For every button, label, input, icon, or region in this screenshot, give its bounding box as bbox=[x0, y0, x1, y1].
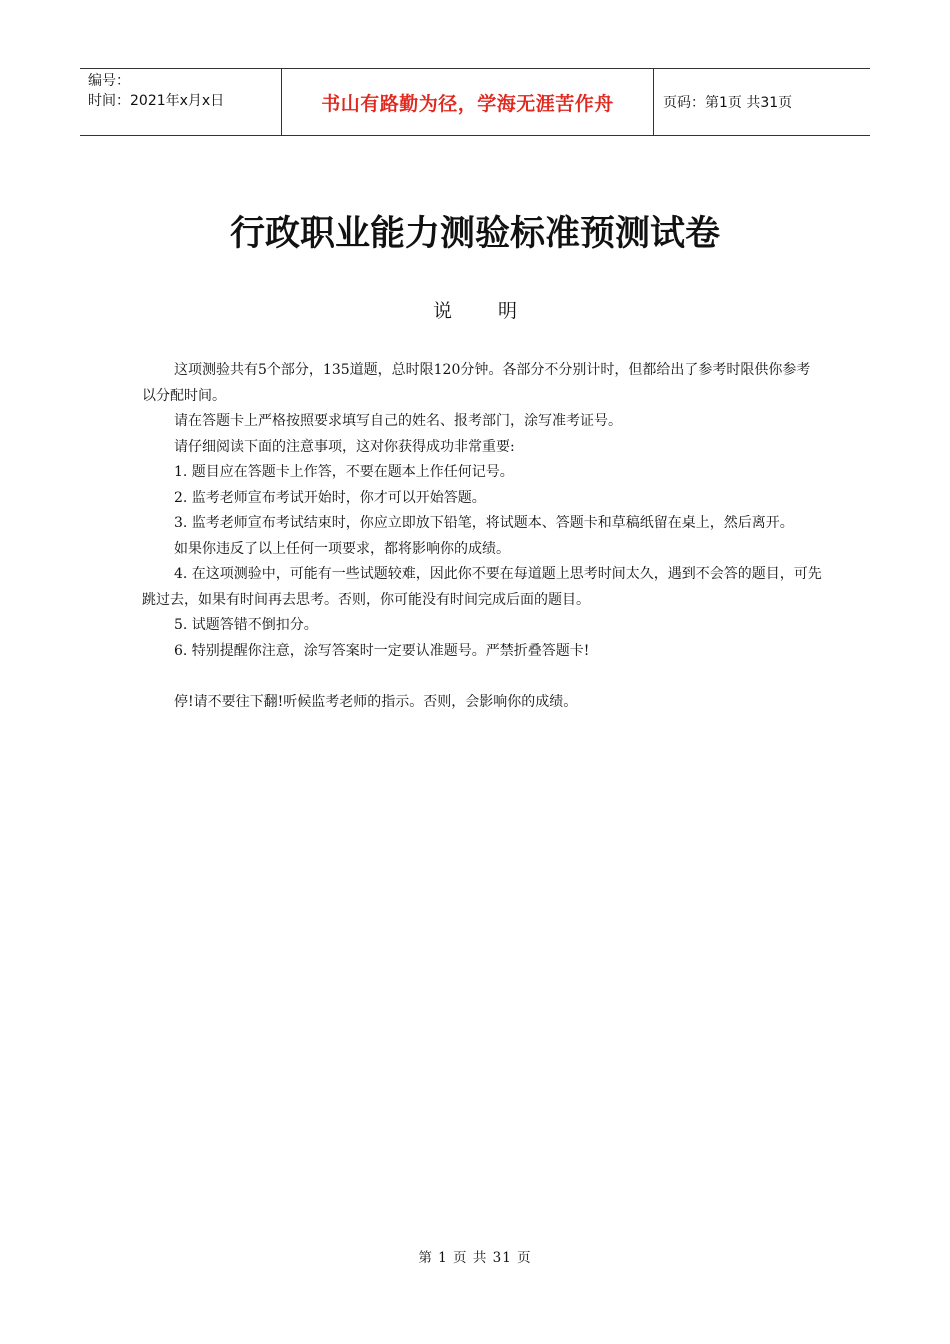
paragraph: 3. 监考老师宣布考试结束时，你应立即放下铅笔，将试题本、答题卡和草稿纸留在桌上，然后离开。 bbox=[174, 515, 794, 531]
paragraph: 请仔细阅读下面的注意事项，这对你获得成功非常重要: bbox=[174, 438, 515, 455]
header-motto: 书山有路勤为径，学海无涯苦作舟 bbox=[281, 69, 654, 135]
page-header bbox=[80, 68, 870, 136]
paragraph: 5. 试题答错不倒扣分。 bbox=[174, 617, 318, 633]
paragraph: 6. 特别提醒你注意，涂写答案时一定要认准题号。严禁折叠答题卡! bbox=[174, 642, 590, 659]
paragraph: 这项测验共有5个部分，135道题，总时限120分钟。各部分不分别计时，但都给出了参考时限供你参考以分配时间。 bbox=[142, 362, 811, 404]
page-footer: 第 1 页 共 31 页 bbox=[418, 1250, 532, 1266]
paragraph: 请在答题卡上严格按照要求填写自己的姓名、报考部门，涂写准考证号。 bbox=[174, 413, 622, 429]
spacer bbox=[142, 664, 824, 690]
header-left-cell bbox=[80, 69, 281, 135]
header-page-info: 页码：第1页 共31页 bbox=[663, 95, 793, 111]
date-label: 时间：2021年x月x日 bbox=[88, 93, 225, 109]
paragraph: 如果你违反了以上任何一项要求，都将影响你的成绩。 bbox=[174, 540, 510, 557]
stop-notice: 停!请不要往下翻!听候监考老师的指示。否则，会影响你的成绩。 bbox=[174, 694, 578, 710]
number-label: 编号： bbox=[88, 73, 130, 89]
paragraph: 1. 题目应在答题卡上作答，不要在题本上作任何记号。 bbox=[174, 464, 514, 480]
section-subtitle: 说明 bbox=[432, 300, 563, 322]
instructions-body bbox=[142, 358, 824, 716]
document-title: 行政职业能力测验标准预测试卷 bbox=[229, 213, 720, 254]
paragraph: 4. 在这项测验中，可能有一些试题较难，因此你不要在每道题上思考时间太久，遇到不会答的题目，可先跳过去，如果有时间再去思考。否则，你可能没有时间完成后面的题目。 bbox=[142, 566, 822, 608]
paragraph: 2. 监考老师宣布考试开始时，你才可以开始答题。 bbox=[174, 489, 486, 506]
